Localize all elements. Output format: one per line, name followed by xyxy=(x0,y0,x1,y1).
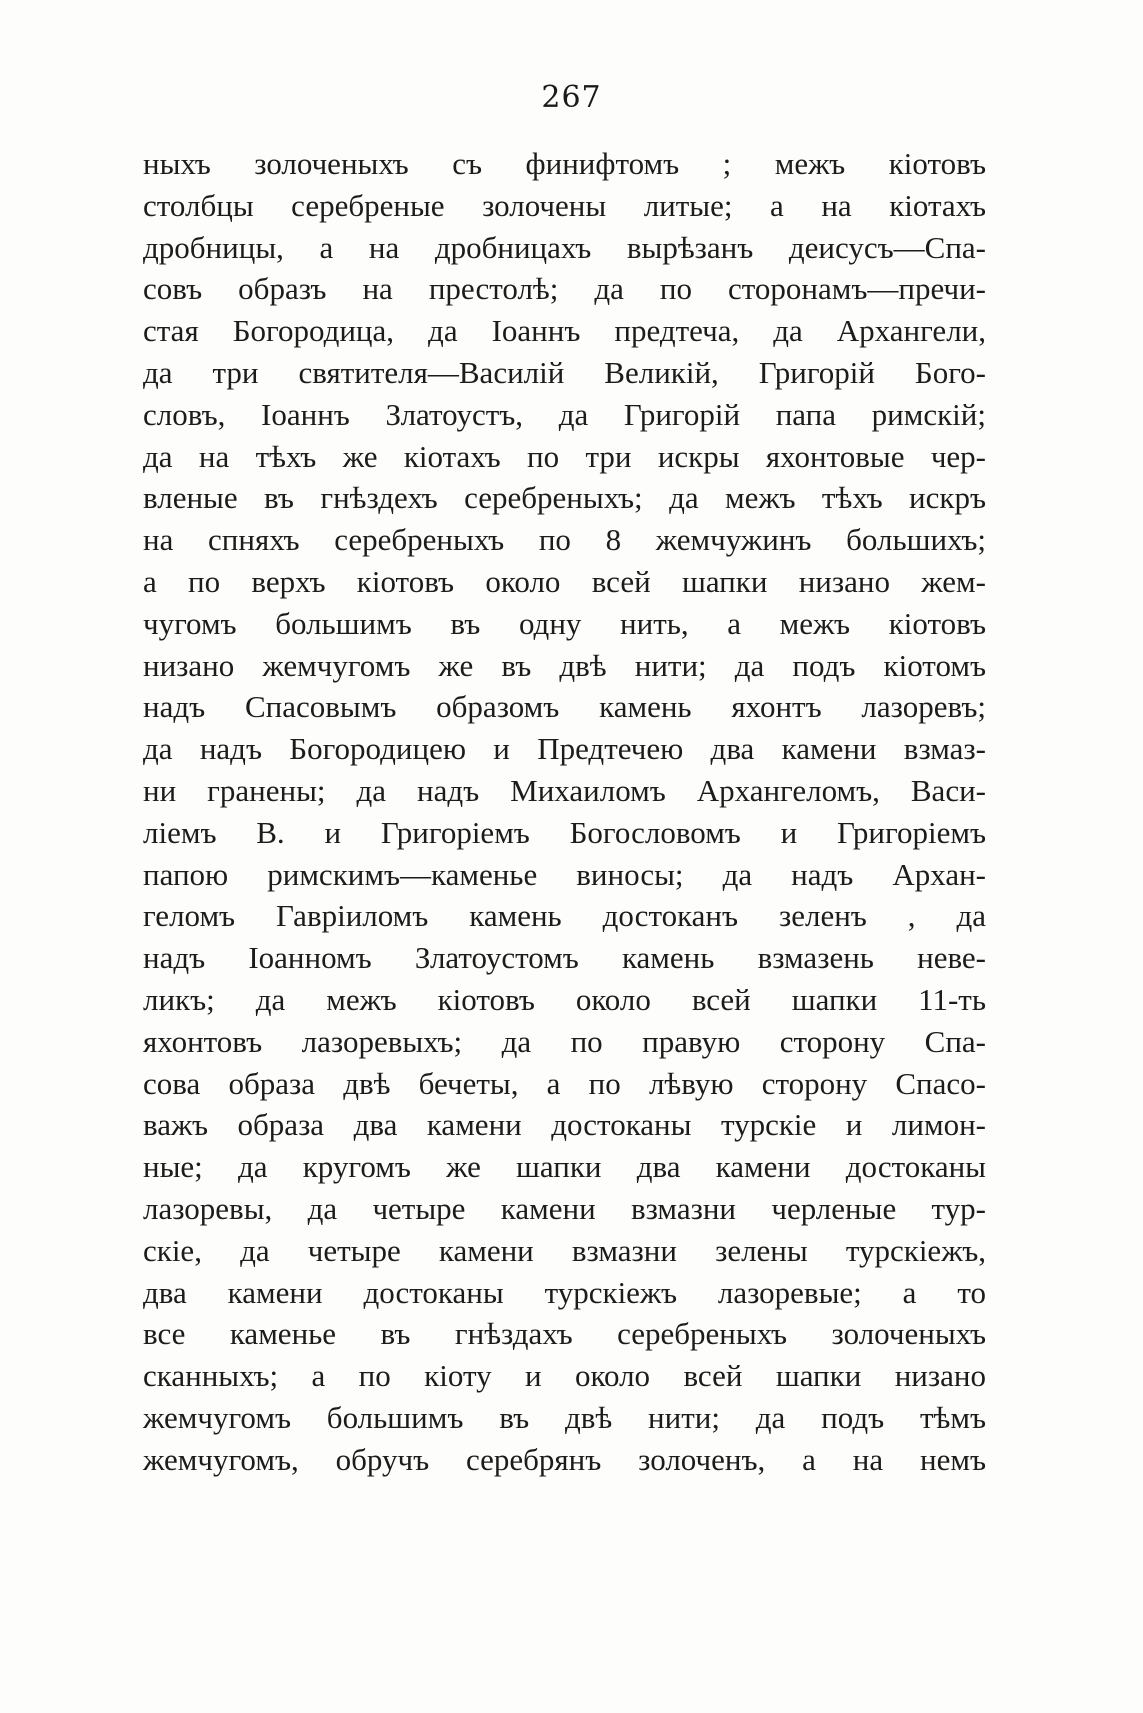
text-line: скіе, да четыре камени взмазни зелены турскіежъ, xyxy=(143,1232,986,1268)
text-line: сканныхъ; а по кіоту и около всей шапки низано xyxy=(143,1358,986,1394)
text-line: сова образа двѣ бечеты, а по лѣвую сторону Спасо- xyxy=(143,1065,986,1101)
body-text xyxy=(143,143,986,1481)
text-line: жемчугомъ, обручъ серебрянъ золоченъ, а на немъ xyxy=(143,1441,986,1477)
text-line: ликъ; да межъ кіотовъ около всей шапки 11-ть xyxy=(143,981,986,1017)
text-line: совъ образъ на престолѣ; да по сторонамъ—пречи- xyxy=(143,271,986,307)
text-line: жемчугомъ большимъ въ двѣ нити; да подъ тѣмъ xyxy=(143,1399,986,1435)
text-line: да три святителя—Василій Великій, Григорій Бого- xyxy=(143,354,986,390)
text-line: ные; да кругомъ же шапки два камени достоканы xyxy=(143,1149,986,1185)
text-line: да надъ Богородицею и Предтечею два камени взмаз- xyxy=(143,731,986,767)
text-line: ліемъ В. и Григоріемъ Богословомъ и Григоріемъ xyxy=(143,814,986,850)
text-line: на спняхъ серебреныхъ по 8 жемчужинъ большихъ; xyxy=(143,522,986,558)
text-line: лазоревы, да четыре камени взмазни черленые тур- xyxy=(143,1190,986,1226)
text-line: яхонтовъ лазоревыхъ; да по правую сторону Спа- xyxy=(143,1023,986,1059)
text-line: дробницы, а на дробницахъ вырѣзанъ деисусъ—Спа- xyxy=(143,229,986,265)
text-line: папою римскимъ—каменье виносы; да надъ Архан- xyxy=(143,856,986,892)
text-line: важъ образа два камени достоканы турскіе и лимон- xyxy=(143,1107,986,1143)
text-line: столбцы серебреные золочены литые; а на кіотахъ xyxy=(143,187,986,223)
text-line: два камени достоканы турскіежъ лазоревые; а то xyxy=(143,1274,986,1310)
text-line: ни гранены; да надъ Михаиломъ Архангеломъ, Васи- xyxy=(143,772,986,808)
text-line: вленые въ гнѣздехъ серебреныхъ; да межъ тѣхъ искръ xyxy=(143,480,986,516)
text-line: словъ, Іоаннъ Златоустъ, да Григорій папа римскій; xyxy=(143,396,986,432)
text-line: надъ Іоанномъ Златоустомъ камень взмазень неве- xyxy=(143,940,986,976)
text-line: чугомъ большимъ въ одну нить, а межъ кіотовъ xyxy=(143,605,986,641)
text-line: надъ Спасовымъ образомъ камень яхонтъ лазоревъ; xyxy=(143,689,986,725)
text-line: ныхъ золоченыхъ съ финифтомъ ; межъ кіотовъ xyxy=(143,146,986,181)
text-line: низано жемчугомъ же въ двѣ нити; да подъ кіотомъ xyxy=(143,647,986,683)
text-line: да на тѣхъ же кіотахъ по три искры яхонтовые чер- xyxy=(143,438,986,474)
text-line: все каменье въ гнѣздахъ серебреныхъ золоченыхъ xyxy=(143,1316,986,1352)
text-line: стая Богородица, да Іоаннъ предтеча, да Архангели, xyxy=(143,313,986,349)
page-number: 267 xyxy=(541,80,602,115)
text-line: геломъ Гавріиломъ камень достоканъ зеленъ , да xyxy=(143,898,986,934)
text-line: а по верхъ кіотовъ около всей шапки низано жем- xyxy=(143,563,986,599)
